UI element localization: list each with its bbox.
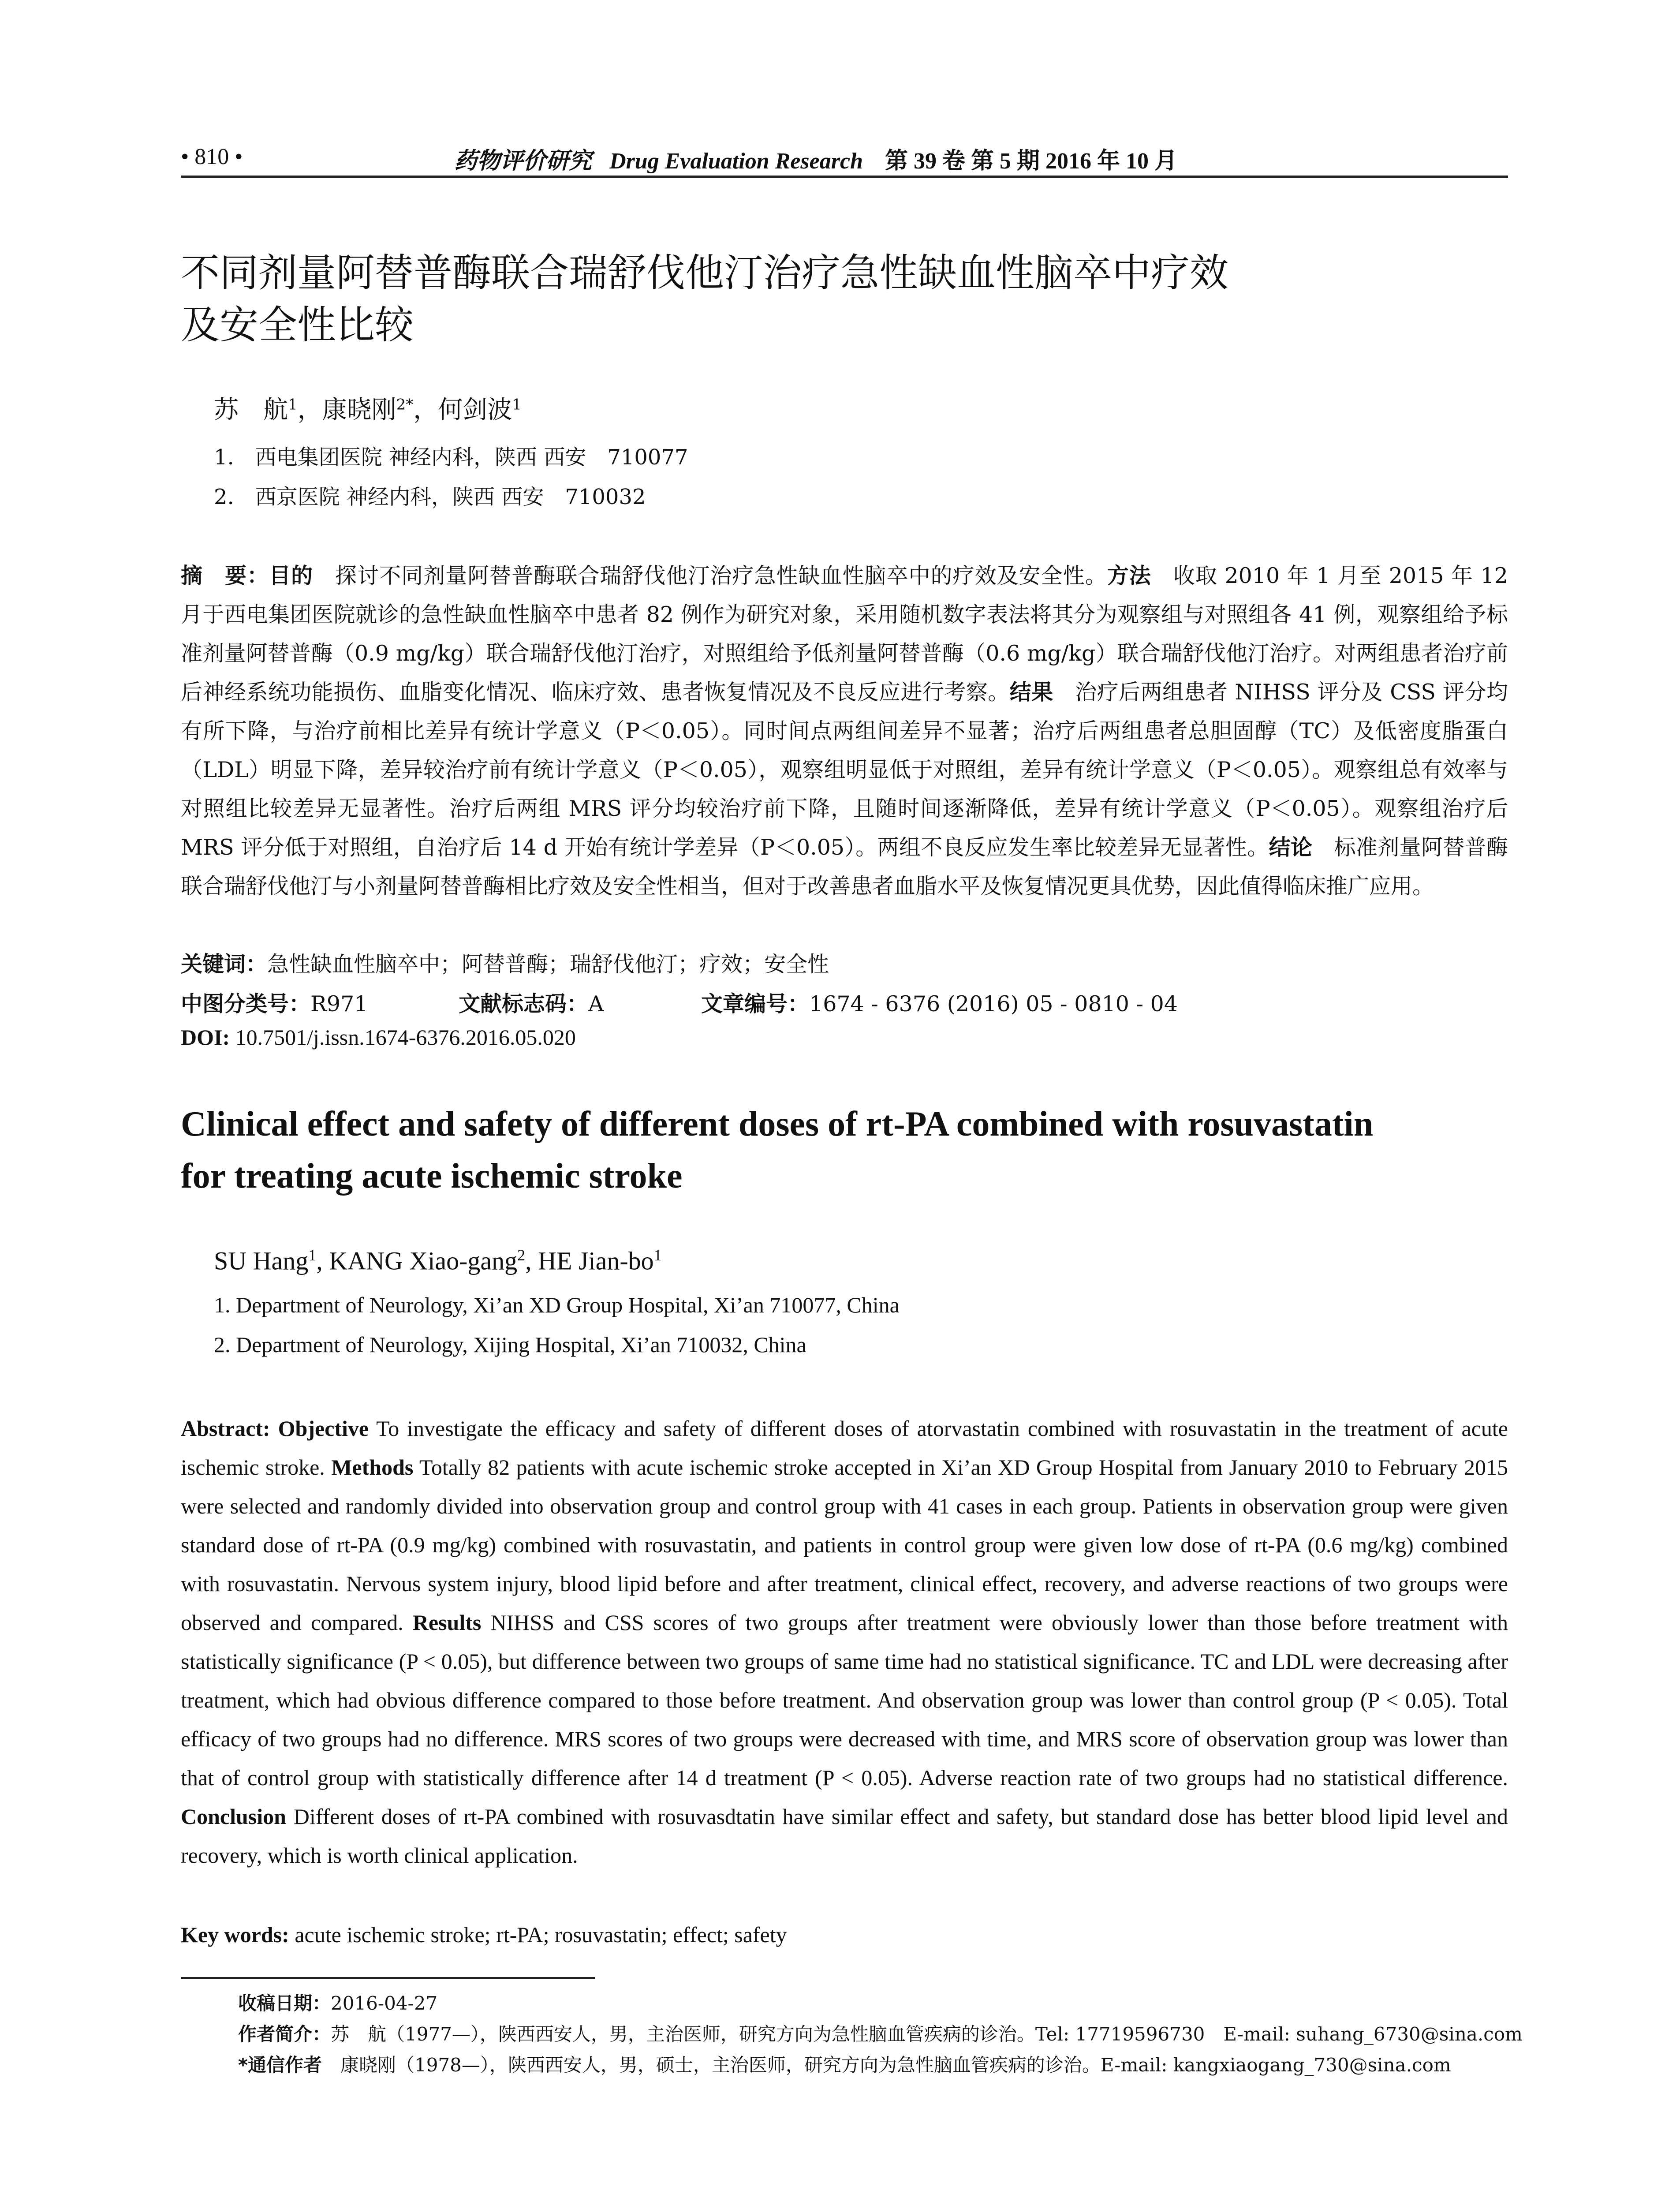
author-affil-mark: 2* <box>396 396 414 414</box>
author-name: 苏 航 <box>214 396 288 424</box>
methods-en-text: Totally 82 patients with acute ischemic stroke accepted in Xi’an XD Group Hospital from January 2010 to February 2015 were selected and randomly divided into observation group and control group with 41 cases in each group. Patients in observation group were given standard dose of rt-PA (0.9 mg/kg) combined with rosuvastatin, and patients in control group were given low dose of rt-PA (0.6 mg/kg) combined with rosuvastatin. Nervous system injury, blood lipid before and after treatment, clinical effect, recovery, and adverse reactions of two groups were observed and compared. <box>181 1455 1508 1635</box>
author-name: SU Hang <box>214 1246 309 1275</box>
classification-line <box>181 987 1178 1018</box>
received-label: 收稿日期： <box>238 1992 331 2014</box>
journal-name: Drug Evaluation Research <box>609 149 863 174</box>
abstract-chinese <box>181 557 1508 906</box>
conclusion-en-label: Conclusion <box>181 1804 286 1829</box>
objective-label: 目的 <box>269 563 314 588</box>
conclusion-en-text: Different doses of rt-PA combined with rosuvasdtatin have similar effect and safety, but standard dose has better blood lipid level and recovery, which is worth clinical application. <box>181 1804 1508 1868</box>
footnote-divider <box>181 1977 595 1979</box>
author-affil-mark: 1 <box>512 396 522 414</box>
author-name: , HE Jian-bo <box>525 1246 654 1275</box>
corresponding-text: 康晓刚（1978—），陕西西安人，男，硕士，主治医师，研究方向为急性脑血管疾病的诊治。E-mail: kangxiaogang_730@sina.com <box>321 2054 1451 2076</box>
affiliation-cn-1: 1. 西电集团医院 神经内科，陕西 西安 710077 <box>214 445 688 470</box>
doi-line <box>181 1024 576 1050</box>
doi-value[interactable]: 10.7501/j.issn.1674-6376.2016.05.020 <box>230 1025 576 1050</box>
article-no-value: 1674 - 6376 (2016) 05 - 0810 - 04 <box>809 991 1178 1017</box>
results-label: 结果 <box>1009 680 1053 705</box>
corresponding-label: *通信作者 <box>238 2054 322 2076</box>
issue-info: 第 39 卷 第 5 期 2016 年 10 月 <box>885 149 1178 174</box>
keywords-english <box>181 1922 787 1947</box>
journal-info <box>454 142 1177 175</box>
journal-logo: 药物评价研究 <box>454 149 592 174</box>
abstract-label: 摘 要： <box>181 563 269 588</box>
doc-code-label: 文献标志码： <box>459 991 589 1017</box>
title-en-line2: for treating acute ischemic stroke <box>181 1157 683 1196</box>
methods-text: 收取 2010 年 1 月至 2015 年 12 月于西电集团医院就诊的急性缺血性脑卒中患者 82 例作为研究对象，采用随机数字表法将其分为观察组与对照组各 41 例，观察组给予标准剂量阿替普酶（0.9 mg/kg）联合瑞舒伐他汀治疗，对照组给予低剂量阿替普酶（0.6 mg/kg）联合瑞舒伐他汀治疗。对两组患者治疗前后神经系统功能损伤、血脂变化情况、临床疗效、患者恢复情况及不良反应进行考察。 <box>181 563 1508 705</box>
clc-label: 中图分类号： <box>181 991 311 1017</box>
affiliation-en-2: 2. Department of Neurology, Xijing Hospital, Xi’an 710032, China <box>214 1332 806 1357</box>
author-affil-mark: 1 <box>288 396 298 414</box>
author-affil-mark: 1 <box>308 1246 317 1264</box>
keywords-text: 急性缺血性脑卒中；阿替普酶；瑞舒伐他汀；疗效；安全性 <box>267 952 829 977</box>
doi-label: DOI: <box>181 1025 230 1050</box>
footnote-author-bio <box>238 2020 1523 2046</box>
author-affil-mark: 1 <box>653 1246 662 1264</box>
methods-label: 方法 <box>1107 563 1151 588</box>
authors-chinese <box>214 390 522 426</box>
page-number: • 810 • <box>181 144 243 169</box>
title-en-line1: Clinical effect and safety of different doses of rt-PA combined with rosuvastatin <box>181 1105 1374 1144</box>
keywords-en-label: Key words: <box>181 1922 289 1947</box>
conclusion-text: 标准剂量阿替普酶联合瑞舒伐他汀与小剂量阿替普酶相比疗效及安全性相当，但对于改善患者血脂水平及恢复情况更具优势，因此值得临床推广应用。 <box>181 835 1508 899</box>
authors-english <box>214 1246 662 1275</box>
author-affil-mark: 2 <box>517 1246 526 1264</box>
methods-en-label: Methods <box>331 1455 414 1480</box>
footnote-received <box>238 1989 437 2015</box>
author-name: ，何剑波 <box>413 396 512 424</box>
abstract-en-label: Abstract: Objective <box>181 1416 369 1441</box>
footnote-corresponding <box>238 2051 1451 2077</box>
received-date: 2016-04-27 <box>331 1992 438 2014</box>
conclusion-label: 结论 <box>1269 835 1313 860</box>
author-name: ，康晓刚 <box>297 396 396 424</box>
title-cn-line2: 及安全性比较 <box>181 302 414 348</box>
title-cn-line1: 不同剂量阿替普酶联合瑞舒伐他汀治疗急性缺血性脑卒中疗效 <box>181 250 1229 295</box>
bio-text: 苏 航（1977—），陕西西安人，男，主治医师，研究方向为急性脑血管疾病的诊治。Tel: 17719596730 E-mail: suhang_6730@sina.com <box>331 2023 1523 2045</box>
bio-label: 作者简介： <box>238 2023 331 2045</box>
affiliation-cn-2: 2. 西京医院 神经内科，陕西 西安 710032 <box>214 485 646 509</box>
keywords-label: 关键词： <box>181 952 268 977</box>
objective-en-text: To investigate the efficacy and safety of different doses of atorvastatin combined with rosuvastatin in the treatment of acute ischemic stroke. <box>181 1416 1508 1480</box>
affiliation-en-1: 1. Department of Neurology, Xi’an XD Group Hospital, Xi’an 710077, China <box>214 1293 900 1317</box>
author-name: , KANG Xiao-gang <box>316 1246 518 1275</box>
results-en-text: NIHSS and CSS scores of two groups after treatment were obviously lower than those before treatment with statistically significance (P < 0.05), but difference between two groups of same time had no statistical significance. TC and LDL were decreasing after treatment, which had obvious difference compared to those before treatment. And observation group was lower than control group (P < 0.05). Total efficacy of two groups had no difference. MRS scores of two groups were decreased with time, and MRS score of observation group was lower than that of control group with statistically difference after 14 d treatment (P < 0.05). Adverse reaction rate of two groups had no statistical difference. <box>181 1610 1508 1790</box>
title-english <box>181 1098 1530 1202</box>
keywords-chinese <box>181 947 829 978</box>
doc-code-value: A <box>588 991 604 1017</box>
article-no-label: 文章编号： <box>701 991 810 1017</box>
running-header <box>181 140 1508 178</box>
objective-text: 探讨不同剂量阿替普酶联合瑞舒伐他汀治疗急性缺血性脑卒中的疗效及安全性。 <box>313 563 1107 588</box>
results-text: 治疗后两组患者 NIHSS 评分及 CSS 评分均有所下降，与治疗前相比差异有统计学意义（P＜0.05）。同时间点两组间差异不显著；治疗后两组患者总胆固醇（TC）及低密度脂蛋白（LDL）明显下降，差异较治疗前有统计学意义（P＜0.05），观察组明显低于对照组，差异有统计学意义（P＜0.05）。观察组总有效率与对照组比较差异无显著性。治疗后两组 MRS 评分均较治疗前下降，且随时间逐渐降低，差异有统计学意义（P＜0.05）。观察组治疗后 MRS 评分低于对照组，自治疗后 14 d 开始有统计学差异（P＜0.05）。两组不良反应发生率比较差异无显著性。 <box>181 680 1508 860</box>
clc-value: R971 <box>310 991 368 1017</box>
keywords-en-text: acute ischemic stroke; rt-PA; rosuvastatin; effect; safety <box>289 1922 787 1947</box>
results-en-label: Results <box>412 1610 482 1635</box>
title-chinese <box>181 247 1504 351</box>
abstract-english <box>181 1409 1508 1875</box>
